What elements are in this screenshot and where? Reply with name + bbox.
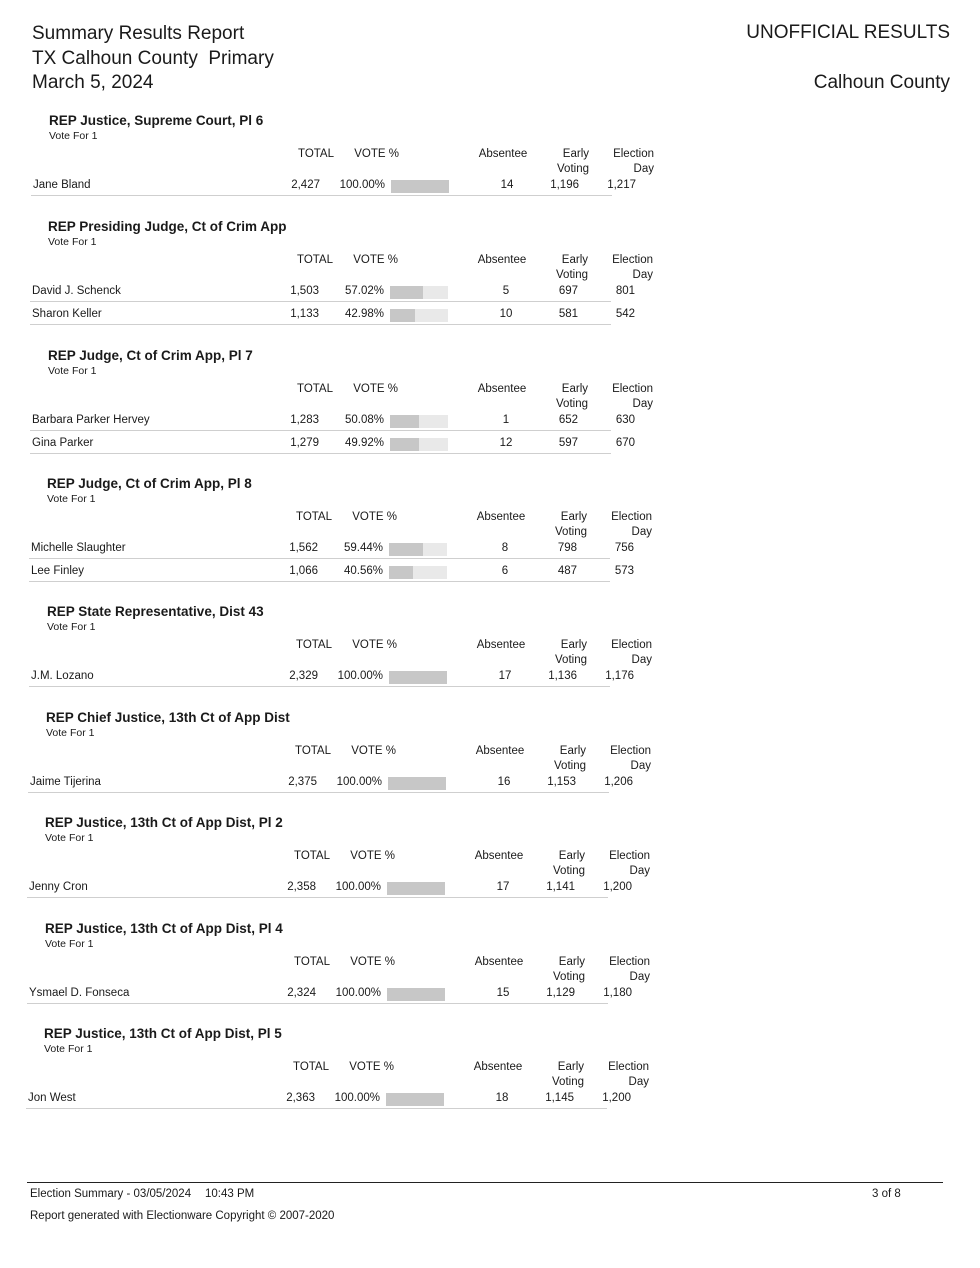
candidate-total: 2,427 — [291, 179, 320, 191]
candidate-total: 1,562 — [289, 542, 318, 554]
candidate-name: Jane Bland — [33, 179, 91, 191]
candidate-name: Jaime Tijerina — [30, 776, 101, 788]
column-header-election-day: Election Day — [610, 745, 651, 772]
vote-share-bar-fill — [387, 882, 445, 895]
vote-share-bar-fill — [387, 988, 445, 1001]
county-name: Calhoun County — [813, 72, 950, 93]
vote-share-bar-fill — [391, 180, 449, 193]
vote-for-label: Vote For 1 — [47, 621, 96, 633]
vote-for-label: Vote For 1 — [45, 938, 94, 950]
column-header-vote-pct: VOTE % — [351, 745, 396, 757]
contest-title: REP Presiding Judge, Ct of Crim App — [48, 219, 287, 234]
vote-share-bar — [391, 180, 449, 193]
vote-share-bar — [390, 438, 448, 451]
candidate-vote-pct: 100.00% — [337, 670, 383, 682]
candidate-absentee: 8 — [501, 542, 509, 554]
column-header-vote-pct: VOTE % — [352, 639, 397, 651]
column-header-absentee: Absentee — [477, 254, 527, 266]
candidate-early-voting: 697 — [558, 285, 578, 297]
candidate-early-voting: 581 — [558, 308, 578, 320]
candidate-name: Jenny Cron — [29, 881, 88, 893]
vote-share-bar-fill — [390, 309, 415, 322]
candidate-row — [29, 540, 634, 559]
candidate-absentee: 12 — [499, 437, 513, 449]
column-header-vote-pct: VOTE % — [354, 148, 399, 160]
candidate-early-voting: 487 — [557, 565, 577, 577]
footer-generated: Report generated with Electionware Copyright © 2007-2020 — [30, 1210, 335, 1222]
candidate-early-voting: 798 — [557, 542, 577, 554]
candidate-row — [30, 435, 635, 454]
candidate-absentee: 6 — [501, 565, 509, 577]
column-header-total: TOTAL — [294, 850, 330, 862]
column-header-early-voting: Early Voting — [553, 850, 585, 877]
candidate-absentee: 10 — [499, 308, 513, 320]
report-title: Summary Results Report — [32, 23, 245, 44]
column-header-election-day: Election Day — [609, 850, 650, 877]
candidate-absentee: 17 — [498, 670, 512, 682]
column-header-early-voting: Early Voting — [556, 383, 588, 410]
candidate-name: Gina Parker — [32, 437, 94, 449]
column-header-early-voting: Early Voting — [553, 956, 585, 983]
candidate-early-voting: 1,136 — [548, 670, 577, 682]
column-header-vote-pct: VOTE % — [350, 850, 395, 862]
candidate-election-day: 1,176 — [605, 670, 634, 682]
column-header-election-day: Election Day — [611, 511, 652, 538]
candidate-row — [30, 412, 635, 431]
column-header-election-day: Election Day — [608, 1061, 649, 1088]
report-header — [32, 22, 274, 96]
candidate-early-voting: 597 — [558, 437, 578, 449]
candidate-absentee: 16 — [497, 776, 511, 788]
contest-title: REP Judge, Ct of Crim App, Pl 8 — [47, 476, 252, 491]
vote-share-bar-fill — [390, 438, 419, 451]
column-header-total: TOTAL — [296, 511, 332, 523]
column-header-absentee: Absentee — [476, 511, 526, 523]
candidate-vote-pct: 100.00% — [335, 881, 381, 893]
candidate-election-day: 573 — [614, 565, 634, 577]
contest-title: REP Justice, 13th Ct of App Dist, Pl 5 — [44, 1026, 282, 1041]
vote-share-bar — [387, 988, 445, 1001]
candidate-vote-pct: 59.44% — [343, 542, 383, 554]
candidate-name: J.M. Lozano — [31, 670, 94, 682]
candidate-election-day: 1,180 — [603, 987, 632, 999]
candidate-row — [31, 177, 636, 196]
election-date: March 5, 2024 — [32, 72, 154, 93]
candidate-election-day: 1,217 — [607, 179, 636, 191]
contest-title: REP State Representative, Dist 43 — [47, 604, 264, 619]
candidate-total: 2,324 — [287, 987, 316, 999]
candidate-early-voting: 1,153 — [547, 776, 576, 788]
vote-share-bar — [387, 882, 445, 895]
candidate-row — [26, 1090, 631, 1109]
contest-section — [0, 604, 700, 697]
vote-share-bar — [389, 671, 447, 684]
candidate-absentee: 5 — [502, 285, 510, 297]
column-header-election-day: Election Day — [611, 639, 652, 666]
candidate-row — [29, 668, 634, 687]
candidate-total: 1,503 — [290, 285, 319, 297]
vote-for-label: Vote For 1 — [46, 727, 95, 739]
column-header-total: TOTAL — [294, 956, 330, 968]
results-status: UNOFFICIAL RESULTS — [746, 22, 950, 43]
candidate-election-day: 1,206 — [604, 776, 633, 788]
candidate-vote-pct: 100.00% — [335, 987, 381, 999]
column-header-total: TOTAL — [298, 148, 334, 160]
column-header-early-voting: Early Voting — [557, 148, 589, 175]
column-header-early-voting: Early Voting — [552, 1061, 584, 1088]
column-header-vote-pct: VOTE % — [350, 956, 395, 968]
candidate-total: 2,363 — [286, 1092, 315, 1104]
candidate-row — [27, 985, 632, 1004]
contest-title: REP Judge, Ct of Crim App, Pl 7 — [48, 348, 253, 363]
column-header-early-voting: Early Voting — [555, 639, 587, 666]
candidate-row — [28, 774, 633, 793]
column-header-election-day: Election Day — [609, 956, 650, 983]
contest-section — [0, 710, 700, 803]
contest-section — [0, 113, 700, 206]
vote-for-label: Vote For 1 — [49, 130, 98, 142]
candidate-name: Jon West — [28, 1092, 76, 1104]
candidate-total: 1,133 — [290, 308, 319, 320]
candidate-total: 2,358 — [287, 881, 316, 893]
contest-section — [0, 921, 700, 1014]
candidate-election-day: 1,200 — [602, 1092, 631, 1104]
vote-share-bar-fill — [389, 543, 423, 556]
column-header-election-day: Election Day — [613, 148, 654, 175]
column-header-vote-pct: VOTE % — [353, 254, 398, 266]
vote-share-bar-fill — [386, 1093, 444, 1106]
contest-section — [0, 348, 700, 464]
column-header-total: TOTAL — [293, 1061, 329, 1073]
column-header-vote-pct: VOTE % — [353, 383, 398, 395]
contest-title: REP Justice, 13th Ct of App Dist, Pl 2 — [45, 815, 283, 830]
vote-share-bar — [386, 1093, 444, 1106]
candidate-name: Ysmael D. Fonseca — [29, 987, 130, 999]
candidate-row — [30, 306, 635, 325]
candidate-absentee: 1 — [502, 414, 510, 426]
candidate-absentee: 17 — [496, 881, 510, 893]
election-name: TX Calhoun County Primary — [32, 47, 274, 69]
candidate-election-day: 670 — [615, 437, 635, 449]
candidate-total: 2,375 — [288, 776, 317, 788]
candidate-election-day: 542 — [615, 308, 635, 320]
candidate-name: Barbara Parker Hervey — [32, 414, 150, 426]
candidate-early-voting: 1,141 — [546, 881, 575, 893]
footer-divider — [27, 1182, 943, 1183]
vote-for-label: Vote For 1 — [47, 493, 96, 505]
column-header-total: TOTAL — [295, 745, 331, 757]
footer-time: 10:43 PM — [205, 1188, 255, 1200]
candidate-row — [29, 563, 634, 582]
column-header-vote-pct: VOTE % — [349, 1061, 394, 1073]
vote-share-bar — [390, 286, 448, 299]
candidate-election-day: 756 — [614, 542, 634, 554]
vote-share-bar-fill — [389, 566, 413, 579]
candidate-vote-pct: 42.98% — [344, 308, 384, 320]
vote-for-label: Vote For 1 — [48, 236, 97, 248]
column-header-absentee: Absentee — [476, 639, 526, 651]
vote-share-bar-fill — [390, 415, 419, 428]
candidate-name: Sharon Keller — [32, 308, 102, 320]
column-header-absentee: Absentee — [478, 148, 528, 160]
candidate-early-voting: 1,129 — [546, 987, 575, 999]
column-header-total: TOTAL — [297, 254, 333, 266]
column-header-absentee: Absentee — [473, 1061, 523, 1073]
contest-title: REP Justice, 13th Ct of App Dist, Pl 4 — [45, 921, 283, 936]
column-header-absentee: Absentee — [474, 956, 524, 968]
candidate-absentee: 14 — [500, 179, 514, 191]
column-header-vote-pct: VOTE % — [352, 511, 397, 523]
candidate-vote-pct: 100.00% — [334, 1092, 380, 1104]
vote-share-bar — [390, 415, 448, 428]
candidate-early-voting: 1,196 — [550, 179, 579, 191]
vote-for-label: Vote For 1 — [45, 832, 94, 844]
candidate-total: 1,279 — [290, 437, 319, 449]
candidate-total: 1,283 — [290, 414, 319, 426]
candidate-election-day: 801 — [615, 285, 635, 297]
vote-share-bar — [389, 566, 447, 579]
column-header-early-voting: Early Voting — [556, 254, 588, 281]
candidate-vote-pct: 50.08% — [344, 414, 384, 426]
contest-title: REP Chief Justice, 13th Ct of App Dist — [46, 710, 290, 725]
candidate-row — [27, 879, 632, 898]
candidate-election-day: 1,200 — [603, 881, 632, 893]
vote-for-label: Vote For 1 — [44, 1043, 93, 1055]
vote-share-bar-fill — [390, 286, 423, 299]
footer-summary: Election Summary - 03/05/2024 — [30, 1188, 192, 1200]
candidate-absentee: 15 — [496, 987, 510, 999]
column-header-absentee: Absentee — [474, 850, 524, 862]
footer-page-number: 3 of 8 — [872, 1188, 901, 1200]
column-header-early-voting: Early Voting — [554, 745, 586, 772]
candidate-vote-pct: 100.00% — [339, 179, 385, 191]
vote-share-bar-fill — [388, 777, 446, 790]
candidate-vote-pct: 100.00% — [336, 776, 382, 788]
candidate-vote-pct: 40.56% — [343, 565, 383, 577]
candidate-total: 1,066 — [289, 565, 318, 577]
candidate-name: Lee Finley — [31, 565, 85, 577]
column-header-total: TOTAL — [296, 639, 332, 651]
candidate-name: Michelle Slaughter — [31, 542, 126, 554]
candidate-name: David J. Schenck — [32, 285, 121, 297]
contest-title: REP Justice, Supreme Court, Pl 6 — [49, 113, 264, 128]
column-header-absentee: Absentee — [477, 383, 527, 395]
vote-share-bar — [389, 543, 447, 556]
contest-section — [0, 815, 700, 908]
vote-for-label: Vote For 1 — [48, 365, 97, 377]
vote-share-bar — [388, 777, 446, 790]
vote-share-bar-fill — [389, 671, 447, 684]
column-header-absentee: Absentee — [475, 745, 525, 757]
contest-section — [0, 476, 700, 592]
contest-section — [0, 219, 700, 335]
candidate-total: 2,329 — [289, 670, 318, 682]
candidate-election-day: 630 — [615, 414, 635, 426]
contest-section — [0, 1026, 700, 1119]
candidate-absentee: 18 — [495, 1092, 509, 1104]
candidate-vote-pct: 57.02% — [344, 285, 384, 297]
column-header-total: TOTAL — [297, 383, 333, 395]
candidate-early-voting: 1,145 — [545, 1092, 574, 1104]
candidate-row — [30, 283, 635, 302]
candidate-vote-pct: 49.92% — [344, 437, 384, 449]
candidate-early-voting: 652 — [558, 414, 578, 426]
vote-share-bar — [390, 309, 448, 322]
column-header-election-day: Election Day — [612, 383, 653, 410]
column-header-early-voting: Early Voting — [555, 511, 587, 538]
column-header-election-day: Election Day — [612, 254, 653, 281]
